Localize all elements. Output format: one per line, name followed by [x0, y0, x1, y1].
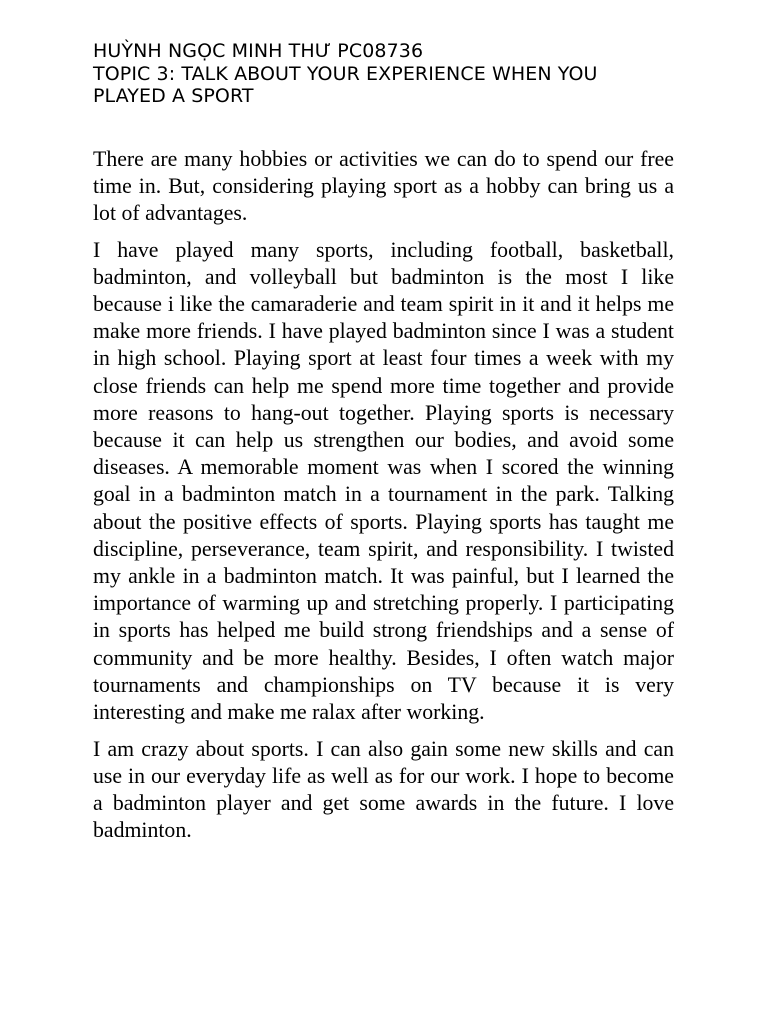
topic-line: TOPIC 3: TALK ABOUT YOUR EXPERIENCE WHEN YOU PLAYED A SPORT	[93, 62, 598, 107]
paragraph-intro: There are many hobbies or activities we can do to spend our free time in. But, considering playing sport as a hobby can bring us a lot of advantages.	[93, 146, 674, 225]
document-page	[93, 40, 674, 854]
document-header	[93, 40, 674, 108]
paragraph-conclusion: I am crazy about sports. I can also gain some new skills and can use in our everyday life as well as for our work. I hope to become a badminton player and get some awards in the future. I love badminton.	[93, 736, 674, 843]
paragraph-body: I have played many sports, including football, basketball, badminton, and volleyball but badminton is the most I like because i like the camaraderie and team spirit in it and it helps me make more friends. I have played badminton since I was a student in high school. Playing sport at least four times a week with my close friends can help me spend more time together and provide more reasons to hang-out together. Playing sports is necessary because it can help us strengthen our bodies, and avoid some diseases. A memorable moment was when I scored the winning goal in a badminton match in a tournament in the park. Talking about the positive effects of sports. Playing sports has taught me discipline, perseverance, team spirit, and responsibility. I twisted my ankle in a badminton match. It was painful, but I learned the importance of warming up and stretching properly. I participating in sports has helped me build strong friendships and a sense of community and be more healthy. Besides, I often watch major tournaments and championships on TV because it is very interesting and make me ralax after working.	[93, 237, 674, 725]
author-line: HUỲNH NGỌC MINH THƯ PC08736	[93, 40, 424, 62]
